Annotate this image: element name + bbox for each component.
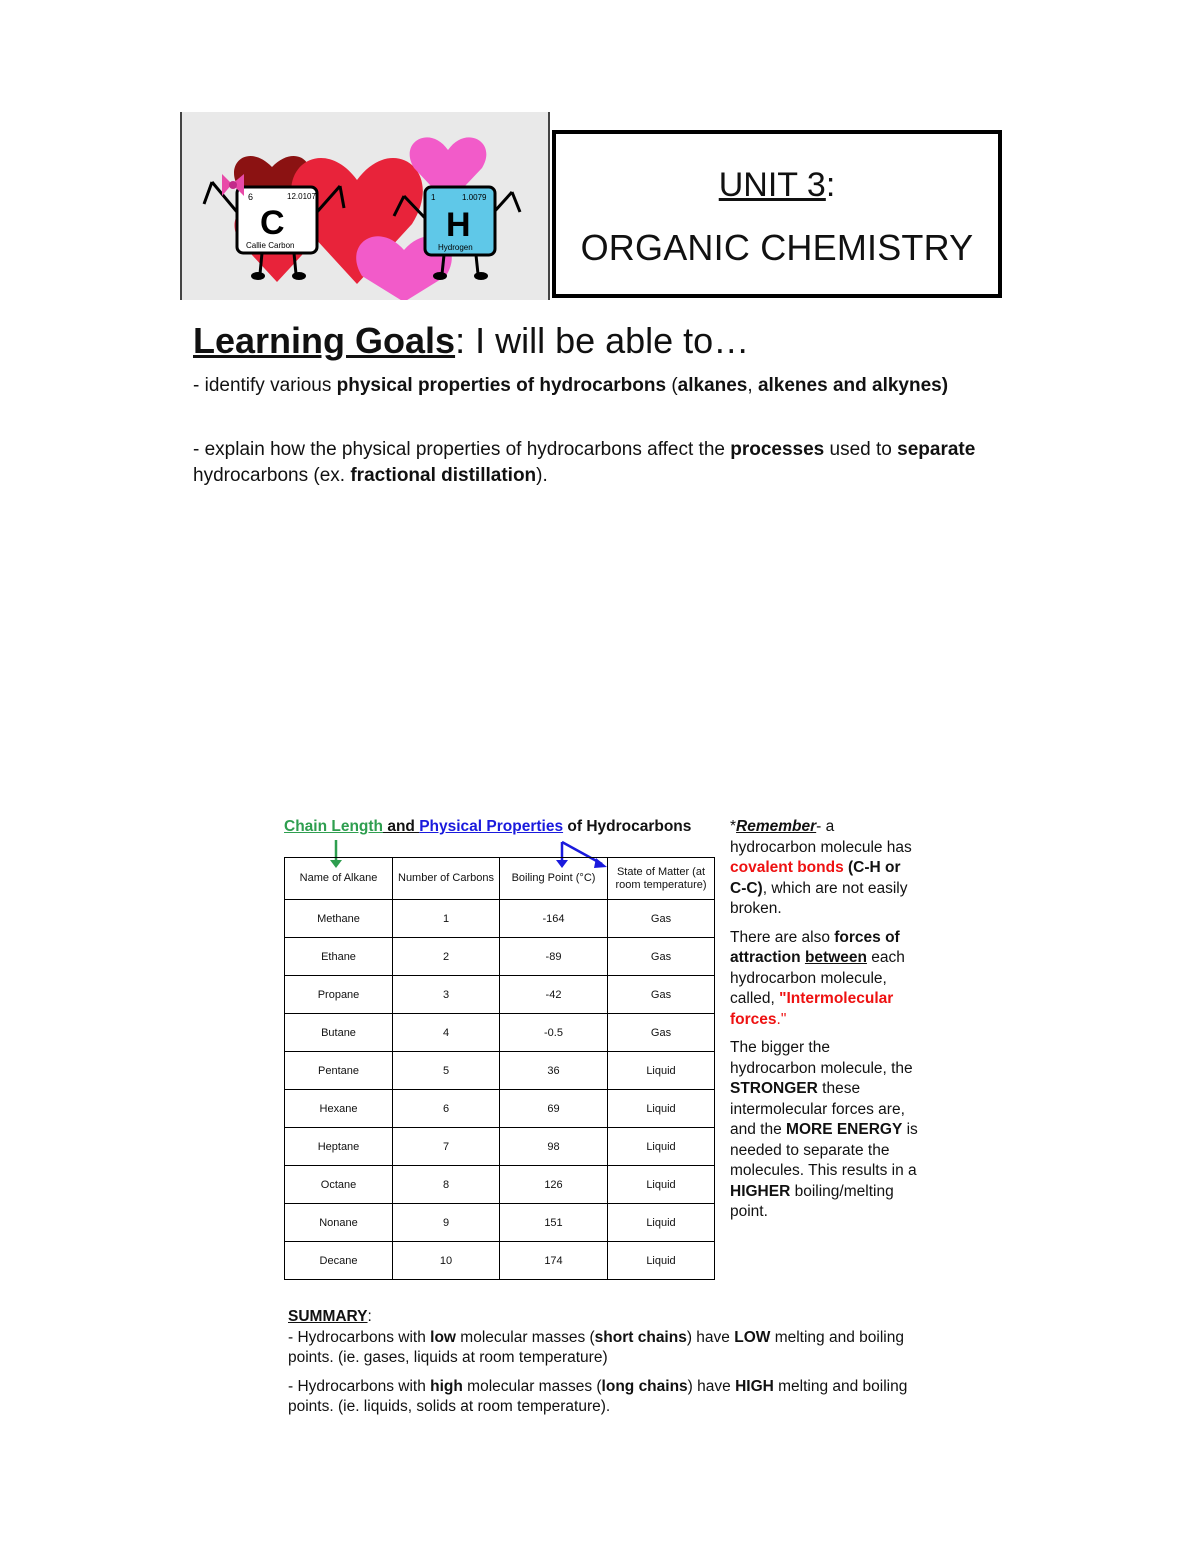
note-keyword: STRONGER xyxy=(730,1080,818,1097)
note-text: - a hydrocarbon molecule has xyxy=(730,818,912,856)
cell-boiling-point: -0.5 xyxy=(500,1014,608,1052)
cell-carbons: 6 xyxy=(393,1090,500,1128)
cell-name: Butane xyxy=(285,1014,393,1052)
side-note xyxy=(730,817,920,1231)
svg-text:1: 1 xyxy=(431,193,436,202)
unit-heading xyxy=(556,166,998,205)
learning-goal-2 xyxy=(193,437,983,489)
cell-carbons: 4 xyxy=(393,1014,500,1052)
table-row xyxy=(285,1090,715,1128)
cell-name: Octane xyxy=(285,1166,393,1204)
cell-boiling-point: 69 xyxy=(500,1090,608,1128)
cell-carbons: 10 xyxy=(393,1242,500,1280)
side-note-para-3 xyxy=(730,1038,920,1223)
goal-text: ( xyxy=(666,375,678,396)
cell-boiling-point: 174 xyxy=(500,1242,608,1280)
note-keyword: between xyxy=(804,949,867,966)
learning-goals-intro: : I will be able to… xyxy=(455,320,750,361)
goal-keyword: fractional distillation xyxy=(350,465,537,486)
goal-keyword: processes xyxy=(730,439,825,460)
table-title xyxy=(284,818,691,836)
unit-colon: : xyxy=(825,166,836,204)
note-remember: Remember xyxy=(736,818,817,835)
header-illustration xyxy=(180,112,550,300)
summary-title: SUMMARY xyxy=(288,1308,368,1325)
goal-text: hydrocarbons (ex. xyxy=(193,465,351,486)
title-and: and xyxy=(383,818,420,835)
cell-boiling-point: 126 xyxy=(500,1166,608,1204)
cell-state: Liquid xyxy=(608,1128,715,1166)
summary-keyword: HIGH xyxy=(735,1377,774,1395)
note-keyword: covalent bonds xyxy=(730,859,844,876)
summary-line-1 xyxy=(288,1328,908,1369)
table-row xyxy=(285,938,715,976)
svg-text:6: 6 xyxy=(248,192,254,202)
summary-text: - Hydrocarbons with xyxy=(288,1328,431,1346)
summary-keyword: LOW xyxy=(734,1328,771,1346)
note-keyword: (C-H or C-C) xyxy=(730,859,901,897)
cell-carbons: 1 xyxy=(393,900,500,938)
side-note-para-2 xyxy=(730,928,920,1031)
goal-text: - identify various xyxy=(193,375,337,396)
table-row xyxy=(285,1242,715,1280)
goal-keyword: separate xyxy=(897,439,976,460)
cell-carbons: 9 xyxy=(393,1204,500,1242)
summary-text: ) have xyxy=(686,1328,735,1346)
learning-goals-heading xyxy=(193,320,749,362)
note-text: ." xyxy=(776,1010,787,1028)
cell-name: Decane xyxy=(285,1242,393,1280)
cell-state: Liquid xyxy=(608,1090,715,1128)
summary-heading xyxy=(288,1307,908,1328)
learning-goals-title: Learning Goals xyxy=(193,320,456,361)
cell-name: Hexane xyxy=(285,1090,393,1128)
cell-boiling-point: -164 xyxy=(500,900,608,938)
note-keyword: MORE ENERGY xyxy=(786,1121,903,1138)
cell-state: Liquid xyxy=(608,1166,715,1204)
summary-line-2 xyxy=(288,1377,908,1418)
summary-keyword: high xyxy=(430,1377,463,1395)
cell-boiling-point: -89 xyxy=(500,938,608,976)
header-boiling-point: Boiling Point (°C) xyxy=(500,858,608,900)
table-row xyxy=(285,900,715,938)
title-physical-properties: Physical Properties xyxy=(419,818,564,835)
cell-carbons: 2 xyxy=(393,938,500,976)
unit-subtitle: ORGANIC CHEMISTRY xyxy=(580,227,974,268)
cell-name: Propane xyxy=(285,976,393,1014)
goal-keyword: alkanes xyxy=(677,375,748,396)
note-text: each hydrocarbon molecule, called, xyxy=(730,949,905,1007)
cell-state: Gas xyxy=(608,976,715,1014)
goal-keyword: physical properties of hydrocarbons xyxy=(336,375,667,396)
goal-keyword: alkenes and alkynes) xyxy=(757,375,949,396)
goal-text: ). xyxy=(536,465,548,486)
cell-state: Liquid xyxy=(608,1204,715,1242)
note-text: is needed to separate the molecules. This results in a xyxy=(730,1121,918,1179)
summary-text: - Hydrocarbons with xyxy=(288,1377,431,1395)
cell-state: Liquid xyxy=(608,1052,715,1090)
cell-boiling-point: 98 xyxy=(500,1128,608,1166)
cell-name: Methane xyxy=(285,900,393,938)
svg-text:12.0107: 12.0107 xyxy=(287,192,316,201)
side-note-para-1 xyxy=(730,817,920,920)
table-row xyxy=(285,976,715,1014)
goal-text: used to xyxy=(824,439,898,460)
note-text: The bigger the hydrocarbon molecule, the xyxy=(730,1039,913,1077)
cell-boiling-point: 151 xyxy=(500,1204,608,1242)
svg-text:C: C xyxy=(260,204,285,242)
note-text: , which are not easily broken. xyxy=(730,879,908,917)
summary-text: molecular masses ( xyxy=(455,1328,595,1346)
cell-state: Gas xyxy=(608,1014,715,1052)
cell-boiling-point: -42 xyxy=(500,976,608,1014)
cell-carbons: 3 xyxy=(393,976,500,1014)
cell-state: Liquid xyxy=(608,1242,715,1280)
unit-title-box xyxy=(552,130,1002,298)
svg-text:H: H xyxy=(446,206,471,244)
goal-text: - explain how the physical properties of hydrocarbons affect the xyxy=(193,439,731,460)
note-keyword: HIGHER xyxy=(730,1182,791,1200)
title-chain-length: Chain Length xyxy=(284,818,384,835)
learning-goal-1 xyxy=(193,373,983,399)
note-text: * xyxy=(730,818,737,835)
cell-name: Nonane xyxy=(285,1204,393,1242)
summary-keyword: short chains xyxy=(594,1328,687,1346)
table-row xyxy=(285,1128,715,1166)
table-row xyxy=(285,1014,715,1052)
cell-boiling-point: 36 xyxy=(500,1052,608,1090)
note-keyword: "Intermolecular forces xyxy=(730,990,894,1028)
summary-colon: : xyxy=(367,1308,372,1325)
table-row xyxy=(285,1204,715,1242)
note-keyword: forces of attraction xyxy=(730,928,900,966)
header-carbons: Number of Carbons xyxy=(393,858,500,900)
svg-text:Hydrogen: Hydrogen xyxy=(438,243,473,252)
svg-text:1.0079: 1.0079 xyxy=(462,193,487,202)
cell-name: Pentane xyxy=(285,1052,393,1090)
summary-keyword: long chains xyxy=(601,1377,688,1395)
summary-text: melting and boiling points. (ie. liquids, solids at room temperature). xyxy=(288,1377,908,1415)
cell-state: Gas xyxy=(608,938,715,976)
note-text: There are also xyxy=(730,928,835,946)
cell-carbons: 7 xyxy=(393,1128,500,1166)
summary-section xyxy=(288,1307,908,1426)
unit-label: UNIT 3 xyxy=(718,166,826,204)
summary-text: ) have xyxy=(687,1377,736,1395)
goal-text: , xyxy=(747,375,758,396)
cell-carbons: 5 xyxy=(393,1052,500,1090)
table-header-row xyxy=(285,858,715,900)
cell-carbons: 8 xyxy=(393,1166,500,1204)
alkane-properties-table xyxy=(284,857,715,1280)
svg-text:Callie Carbon: Callie Carbon xyxy=(246,241,295,250)
summary-text: molecular masses ( xyxy=(462,1377,602,1395)
summary-keyword: low xyxy=(430,1328,456,1346)
header-name: Name of Alkane xyxy=(285,858,393,900)
title-of-hydrocarbons: of Hydrocarbons xyxy=(563,818,692,835)
table-row xyxy=(285,1052,715,1090)
header-state: State of Matter (at room temperature) xyxy=(608,858,715,900)
summary-text: melting and boiling points. (ie. gases, liquids at room temperature) xyxy=(288,1328,904,1366)
note-text: boiling/melting point. xyxy=(730,1182,894,1220)
cell-name: Heptane xyxy=(285,1128,393,1166)
table-row xyxy=(285,1166,715,1204)
note-text: these intermolecular forces are, and the xyxy=(730,1080,905,1138)
cell-name: Ethane xyxy=(285,938,393,976)
cell-state: Gas xyxy=(608,900,715,938)
